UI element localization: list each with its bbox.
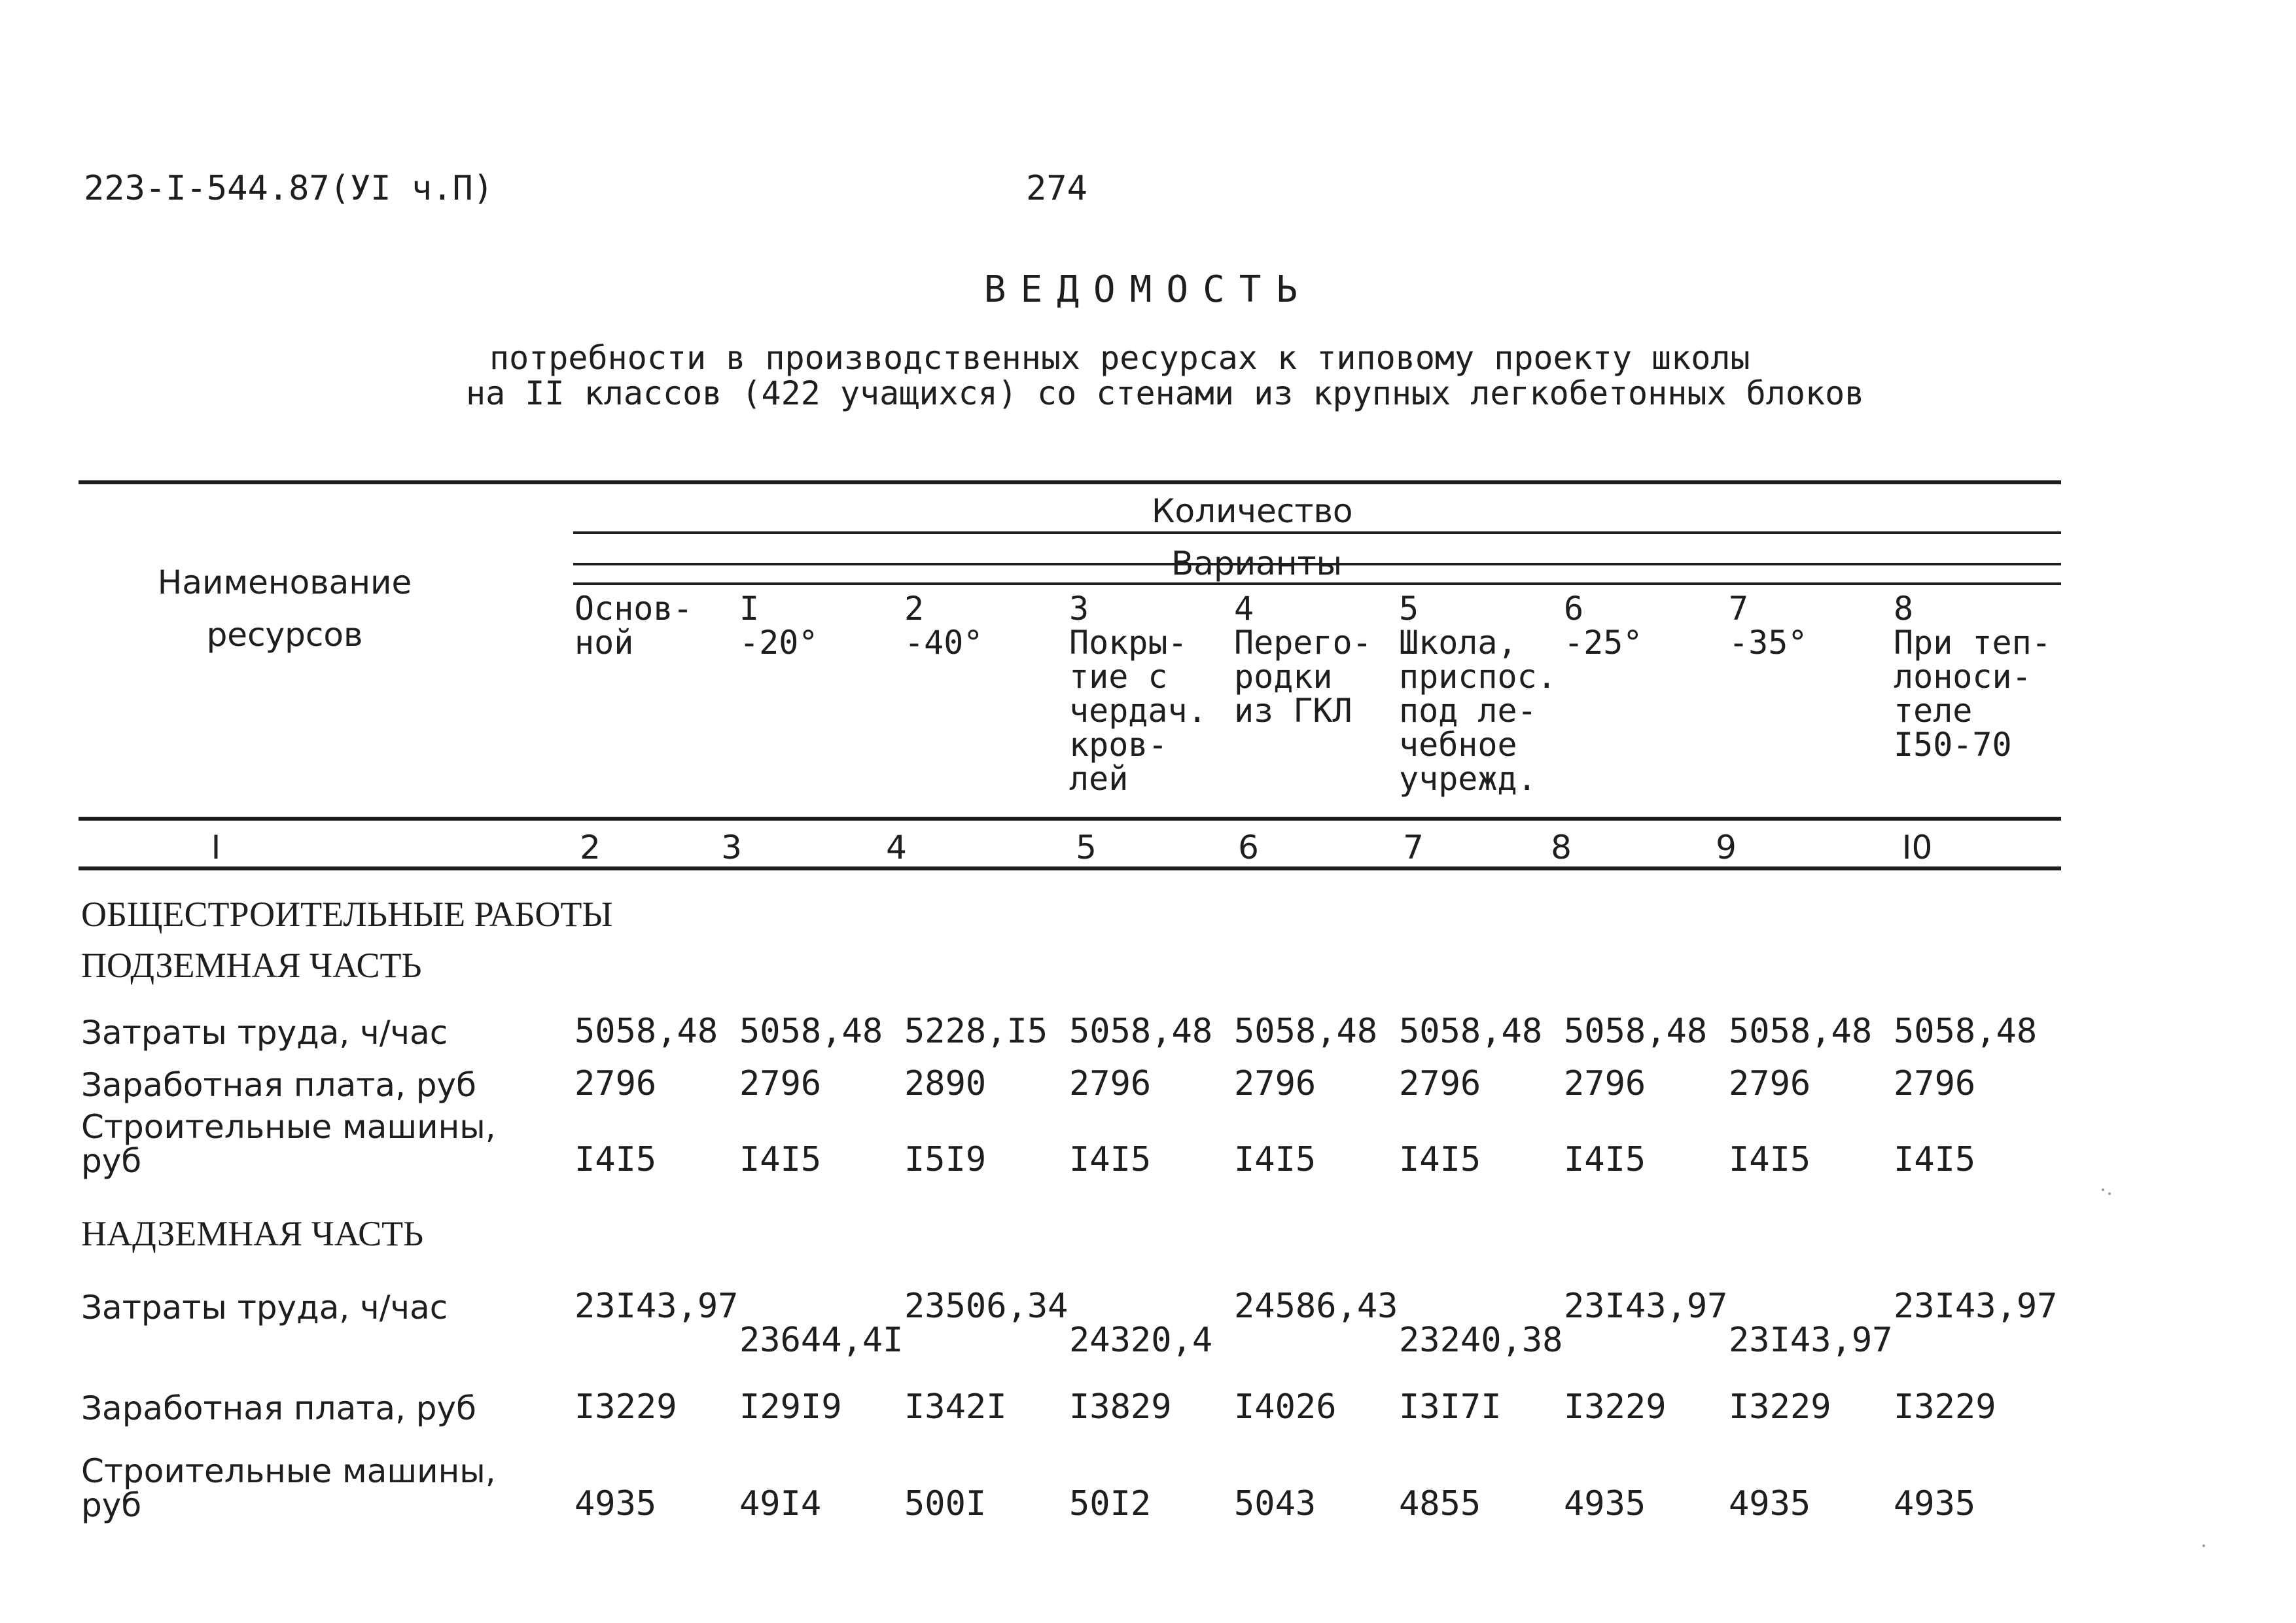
table-cell: I3829 — [1069, 1387, 1172, 1427]
table-cell: 23I43,97 — [1564, 1287, 1728, 1326]
table-cell: I342I — [904, 1387, 1007, 1427]
quantity-header: Количество — [1152, 492, 1353, 530]
column-number-1: I — [211, 829, 221, 866]
table-cell: I4I5 — [1069, 1140, 1152, 1179]
table-row-label: Строительные машины, руб — [81, 1452, 496, 1524]
variant-header-4: 3 Покры- тие с чердач. кров- лей — [1069, 590, 1207, 798]
table-cell: I4I5 — [1234, 1140, 1316, 1179]
table-cell: 5058,48 — [1234, 1012, 1378, 1051]
resource-name-header-line-1: Наименование — [157, 563, 412, 601]
table-cell: 500I — [904, 1484, 987, 1524]
table-cell: I5I9 — [904, 1140, 987, 1179]
section-title-1: ПОДЗЕМНАЯ ЧАСТЬ — [81, 946, 422, 985]
table-cell: 2890 — [904, 1064, 987, 1103]
table-cell: 2796 — [1729, 1064, 1811, 1103]
table-cell: I4I5 — [739, 1140, 822, 1179]
table-cell: 5058,48 — [1894, 1012, 2038, 1051]
table-cell: I4I5 — [1564, 1140, 1646, 1179]
table-cell: 2796 — [1564, 1064, 1646, 1103]
table-cell: I3229 — [574, 1387, 677, 1427]
subtitle-line-1: потребности в производственных ресурсах к типовому проекту школы — [489, 339, 1750, 377]
table-cell: 24320,4 — [1069, 1321, 1213, 1360]
table-cell: I4I5 — [1729, 1140, 1811, 1179]
table-cell: I29I9 — [739, 1387, 842, 1427]
variant-header-3: 2 -40° — [904, 590, 983, 662]
scan-speck — [2102, 1188, 2104, 1191]
table-cell: 50I2 — [1069, 1484, 1152, 1524]
variants-bottom-rule — [573, 582, 2061, 585]
table-cell: 2796 — [1894, 1064, 1976, 1103]
document-code: 223-I-544.87(УI ч.П) — [84, 169, 494, 208]
resource-name-header — [92, 556, 478, 661]
column-number-7: 7 — [1403, 829, 1424, 866]
resource-name-header-line-2: ресурсов — [206, 616, 363, 654]
table-cell: I3229 — [1894, 1387, 1996, 1427]
table-cell: 5058,48 — [574, 1012, 718, 1051]
table-cell: I3229 — [1729, 1387, 1831, 1427]
column-number-4: 4 — [886, 829, 907, 866]
table-cell: 23I43,97 — [1729, 1321, 1893, 1360]
table-cell: 4935 — [1564, 1484, 1646, 1524]
table-cell: 4935 — [1894, 1484, 1976, 1524]
table-cell: 49I4 — [739, 1484, 822, 1524]
table-cell: 2796 — [1069, 1064, 1152, 1103]
table-cell: 24586,43 — [1234, 1287, 1398, 1326]
section-title-2: НАДЗЕМНАЯ ЧАСТЬ — [81, 1214, 424, 1253]
table-cell: I4026 — [1234, 1387, 1337, 1427]
table-cell: 5058,48 — [1564, 1012, 1708, 1051]
table-cell: 5058,48 — [739, 1012, 883, 1051]
table-top-rule — [79, 480, 2061, 484]
scan-speck — [2108, 1192, 2111, 1195]
column-number-2: 2 — [580, 829, 601, 866]
table-cell: 23506,34 — [904, 1287, 1069, 1326]
variant-header-1: Основ- ной — [574, 590, 693, 662]
variant-header-9: 8 При теп- лоноси- теле I50-70 — [1894, 590, 2051, 764]
variant-header-2: I -20° — [739, 590, 819, 662]
table-cell: 5058,48 — [1069, 1012, 1213, 1051]
column-number-6: 6 — [1238, 829, 1259, 866]
table-cell: 5228,I5 — [904, 1012, 1048, 1051]
variant-header-6: 5 Школа, приспос. под ле- чебное учрежд. — [1399, 590, 1557, 798]
table-cell: 23I43,97 — [1894, 1287, 2058, 1326]
table-cell: I3229 — [1564, 1387, 1667, 1427]
table-cell: I4I5 — [574, 1140, 657, 1179]
column-number-3: 3 — [721, 829, 742, 866]
table-cell: 5043 — [1234, 1484, 1316, 1524]
section-general-construction: ОБЩЕСТРОИТЕЛЬНЫЕ РАБОТЫ — [81, 895, 613, 934]
table-cell: 2796 — [1399, 1064, 1481, 1103]
scan-speck — [2202, 1544, 2205, 1547]
subtitle-line-2: на II классов (422 учащихся) со стенами из крупных легкобетонных блоков — [466, 374, 1865, 412]
table-cell: 2796 — [1234, 1064, 1316, 1103]
table-cell: 23I43,97 — [574, 1287, 739, 1326]
table-cell: I4I5 — [1399, 1140, 1481, 1179]
table-cell: 5058,48 — [1729, 1012, 1873, 1051]
table-cell: 23644,4I — [739, 1321, 904, 1360]
table-cell: 5058,48 — [1399, 1012, 1543, 1051]
column-number-8: 8 — [1551, 829, 1572, 866]
table-row-label: Заработная плата, руб — [81, 1389, 476, 1427]
variant-header-7: 6 -25° — [1564, 590, 1643, 662]
table-cell: 4935 — [1729, 1484, 1811, 1524]
table-cell: 2796 — [574, 1064, 657, 1103]
table-cell: 23240,38 — [1399, 1321, 1563, 1360]
variants-header: Варианты — [1171, 544, 1343, 582]
header-bottom-rule — [79, 817, 2061, 821]
table-row-label: Строительные машины, руб — [81, 1108, 496, 1180]
table-row-label: Заработная плата, руб — [81, 1066, 476, 1104]
page-number: 274 — [1026, 169, 1087, 208]
column-numbers-rule — [79, 866, 2061, 870]
column-number-5: 5 — [1076, 829, 1097, 866]
table-cell: I4I5 — [1894, 1140, 1976, 1179]
table-cell: I3I7I — [1399, 1387, 1502, 1427]
variant-header-5: 4 Перего- родки из ГКЛ — [1234, 590, 1372, 730]
quantity-rule — [573, 531, 2061, 534]
variant-header-8: 7 -35° — [1729, 590, 1808, 662]
table-row-label: Затраты труда, ч/час — [81, 1014, 448, 1052]
column-number-10: I0 — [1901, 829, 1933, 866]
table-cell: 4855 — [1399, 1484, 1481, 1524]
table-cell: 2796 — [739, 1064, 822, 1103]
table-cell: 4935 — [574, 1484, 657, 1524]
table-row-label: Затраты труда, ч/час — [81, 1289, 448, 1327]
document-title: ВЕДОМОСТЬ — [983, 268, 1313, 311]
column-number-9: 9 — [1716, 829, 1737, 866]
